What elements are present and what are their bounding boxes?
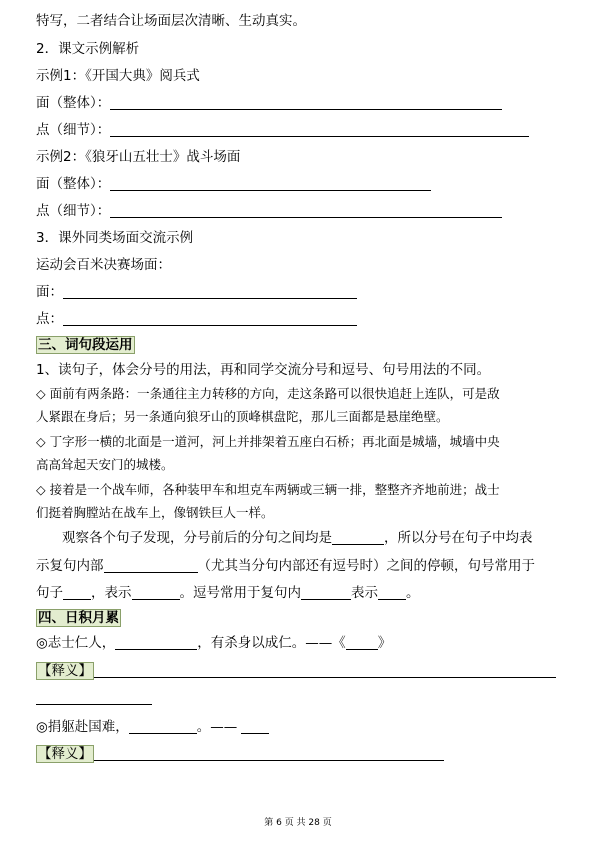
observation-1a: 观察各个句子发现，分号前后的分句之间均是 xyxy=(62,530,332,546)
observation-1b: ，所以分号在句子中均表 xyxy=(384,530,533,546)
example-2-point-label: 点（细节）： xyxy=(36,203,111,219)
observation-3d: 表示 xyxy=(351,585,378,601)
observation-blank-3[interactable] xyxy=(63,585,91,600)
section-2-title: 2．课文示例解析 xyxy=(36,41,140,57)
idiom-2-row xyxy=(36,718,269,736)
observation-line-3 xyxy=(36,584,420,602)
observation-blank-5[interactable] xyxy=(301,585,351,600)
sport-face-blank[interactable] xyxy=(63,284,357,299)
observation-blank-1[interactable] xyxy=(332,530,384,545)
idiom-2-explanation-row xyxy=(36,745,444,763)
explanation-2-label: 【释义】 xyxy=(38,746,92,762)
example-1-face-label: 面（整体）： xyxy=(36,95,111,111)
explanation-1-blank-2[interactable] xyxy=(36,690,152,705)
sport-point-row xyxy=(36,310,357,328)
observation-3c: 。逗号常用于复句内 xyxy=(179,585,301,601)
idiom-2b: 。—— xyxy=(196,719,238,735)
observation-blank-6[interactable] xyxy=(378,585,406,600)
example-1-face-row xyxy=(36,94,502,112)
observation-3a: 句子 xyxy=(36,585,63,601)
observation-blank-2[interactable] xyxy=(104,558,198,573)
example-1-title: 示例1：《开国大典》阅兵式 xyxy=(36,68,200,84)
idiom-1-source-blank[interactable] xyxy=(346,635,378,650)
idiom-2a: ◎捐躯赴国难， xyxy=(36,719,129,735)
heading-3-text: 三、词句段运用 xyxy=(38,337,133,353)
sentence-2-line-2: 高高耸起天安门的城楼。 xyxy=(36,457,174,472)
explanation-1-blank[interactable] xyxy=(94,663,556,678)
observation-2a: 示复句内部 xyxy=(36,558,104,574)
heading-4 xyxy=(36,609,121,627)
example-1-point-blank[interactable] xyxy=(110,122,529,137)
idiom-1-explanation-row xyxy=(36,662,556,680)
example-2-point-row xyxy=(36,202,502,220)
example-1-point-row xyxy=(36,121,529,139)
idiom-2-blank[interactable] xyxy=(129,719,197,734)
sport-face-row xyxy=(36,283,357,301)
section-3-title: 3．课外同类场面交流示例 xyxy=(36,230,194,246)
observation-2b: （尤其当分句内部还有逗号时）之间的停顿，句号常用于 xyxy=(197,558,535,574)
observation-3b: ，表示 xyxy=(91,585,132,601)
sentence-3-line-2: 们挺着胸膛站在战车上，像钢铁巨人一样。 xyxy=(36,505,274,520)
heading-4-text: 四、日积月累 xyxy=(38,610,119,626)
page-footer: 第 6 页 共 28 页 xyxy=(264,818,332,828)
question-1: 1、读句子，体会分号的用法，再和同学交流分号和逗号、句号用法的不同。 xyxy=(36,362,491,378)
sport-title: 运动会百米决赛场面： xyxy=(36,257,171,273)
example-2-title: 示例2：《狼牙山五壮士》战斗场面 xyxy=(36,149,241,165)
heading-3 xyxy=(36,336,135,354)
sentence-2-line-1: ◇ 丁字形一横的北面是一道河，河上并排架着五座白石桥；再北面是城墙，城墙中央 xyxy=(36,434,500,449)
idiom-2-source-blank[interactable] xyxy=(241,719,269,734)
intro-tail: 特写，二者结合让场面层次清晰、生动真实。 xyxy=(36,13,306,29)
example-2-face-label: 面（整体）： xyxy=(36,176,111,192)
observation-blank-4[interactable] xyxy=(132,585,180,600)
example-2-face-blank[interactable] xyxy=(110,176,431,191)
sport-point-blank[interactable] xyxy=(63,311,357,326)
observation-line-1 xyxy=(62,529,533,547)
sport-point-label: 点： xyxy=(36,311,63,327)
idiom-1a: ◎志士仁人， xyxy=(36,635,116,651)
sentence-1-line-1: ◇ 面前有两条路：一条通往主力转移的方向，走这条路可以很快追赶上连队，可是敌 xyxy=(36,386,500,401)
example-1-point-label: 点（细节）： xyxy=(36,122,111,138)
example-1-face-blank[interactable] xyxy=(110,95,502,110)
explanation-1-label: 【释义】 xyxy=(38,663,92,679)
explanation-1-continuation xyxy=(36,689,152,707)
observation-3e: 。 xyxy=(406,585,420,601)
sentence-3-line-1: ◇ 接着是一个战车师，各种装甲车和坦克车两辆或三辆一排，整整齐齐地前进；战士 xyxy=(36,482,500,497)
idiom-1b: ，有杀身以成仁。——《 xyxy=(197,635,346,651)
explanation-2-blank[interactable] xyxy=(94,746,444,761)
idiom-1-blank[interactable] xyxy=(115,635,197,650)
sentence-1-line-2: 人紧跟在身后；另一条通向狼牙山的顶峰棋盘陀，那儿三面都是悬崖绝壁。 xyxy=(36,409,449,424)
idiom-1c: 》 xyxy=(377,635,392,651)
example-2-point-blank[interactable] xyxy=(110,203,502,218)
idiom-1-row xyxy=(36,634,391,652)
observation-line-2 xyxy=(36,557,535,575)
sport-face-label: 面： xyxy=(36,284,63,300)
example-2-face-row xyxy=(36,175,431,193)
